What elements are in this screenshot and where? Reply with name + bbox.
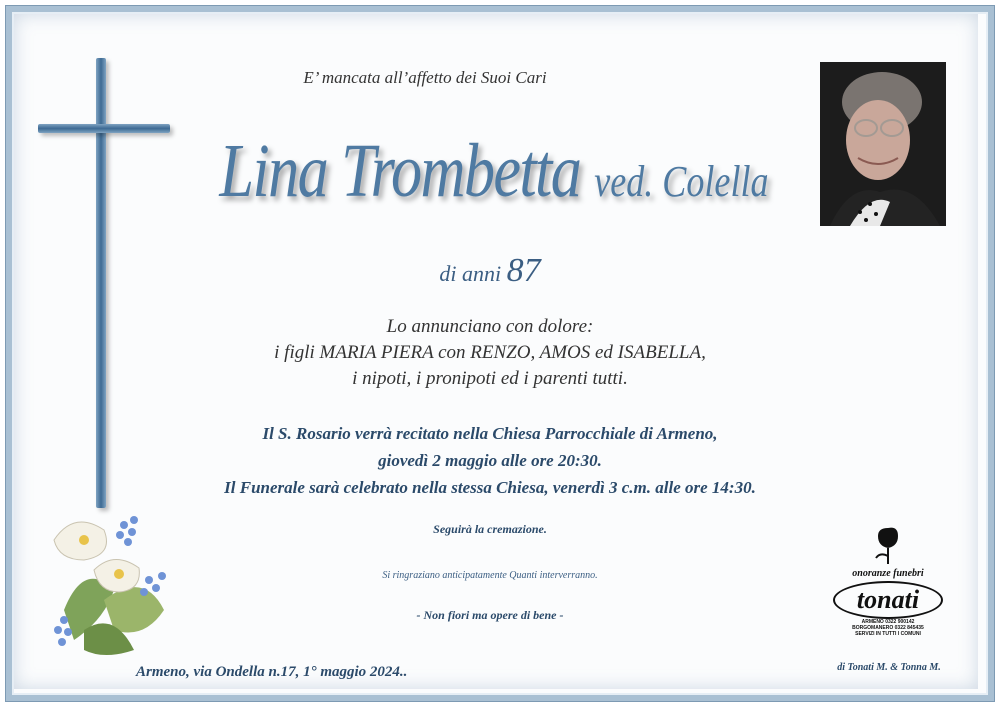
deceased-name xyxy=(219,128,769,215)
funeral-home-firm: di Tonati M. & Tonna M. xyxy=(837,662,941,673)
ceremony-info xyxy=(150,420,830,501)
age-prefix: di anni xyxy=(439,261,502,286)
ceremony-line: Il Funerale sarà celebrato nella stessa Chiesa, venerdì 3 c.m. alle ore 14:30. xyxy=(224,478,756,497)
portrait-photo xyxy=(820,62,946,226)
name-main: Lina Trombetta xyxy=(219,129,581,213)
intro-text: E’ mancata all’affetto dei Suoi Cari xyxy=(303,68,547,87)
funeral-home-services: SERVIZI IN TUTTI I COMUNI xyxy=(855,631,921,637)
age-value: 87 xyxy=(506,252,541,289)
flowers-icon xyxy=(44,500,184,660)
age-line xyxy=(200,252,780,290)
announcement xyxy=(180,314,800,392)
funeral-home-title: onoranze funebri xyxy=(852,568,924,579)
announcement-line: i figli MARIA PIERA con RENZO, AMOS ed ISABELLA, xyxy=(274,342,706,363)
no-flowers-note: - Non fiori ma opere di bene - xyxy=(416,608,564,622)
rose-icon xyxy=(868,522,908,566)
name-suffix: ved. Colella xyxy=(594,157,769,206)
place-date: Armeno, via Ondella n.17, 1° maggio 2024.. xyxy=(136,664,408,680)
cremation-note: Seguirà la cremazione. xyxy=(433,522,547,536)
funeral-home-logo xyxy=(826,518,950,658)
ceremony-line: Il S. Rosario verrà recitato nella Chiesa Parrocchiale di Armeno, xyxy=(262,424,718,443)
funeral-home-brand: tonati xyxy=(833,581,943,619)
announcement-line: Lo annunciano con dolore: xyxy=(386,316,594,337)
announcement-line: i nipoti, i pronipoti ed i parenti tutti. xyxy=(352,368,628,389)
thanks-note: Si ringraziano anticipatamente Quanti interverranno. xyxy=(382,570,598,581)
ceremony-line: giovedì 2 maggio alle ore 20:30. xyxy=(378,451,602,470)
cross-bar xyxy=(38,124,170,133)
funeral-home-phone-1: ARMENO 0322 900142 xyxy=(861,619,915,625)
funeral-home-phone-2: BORGOMANERO 0322 845435 xyxy=(852,625,924,631)
